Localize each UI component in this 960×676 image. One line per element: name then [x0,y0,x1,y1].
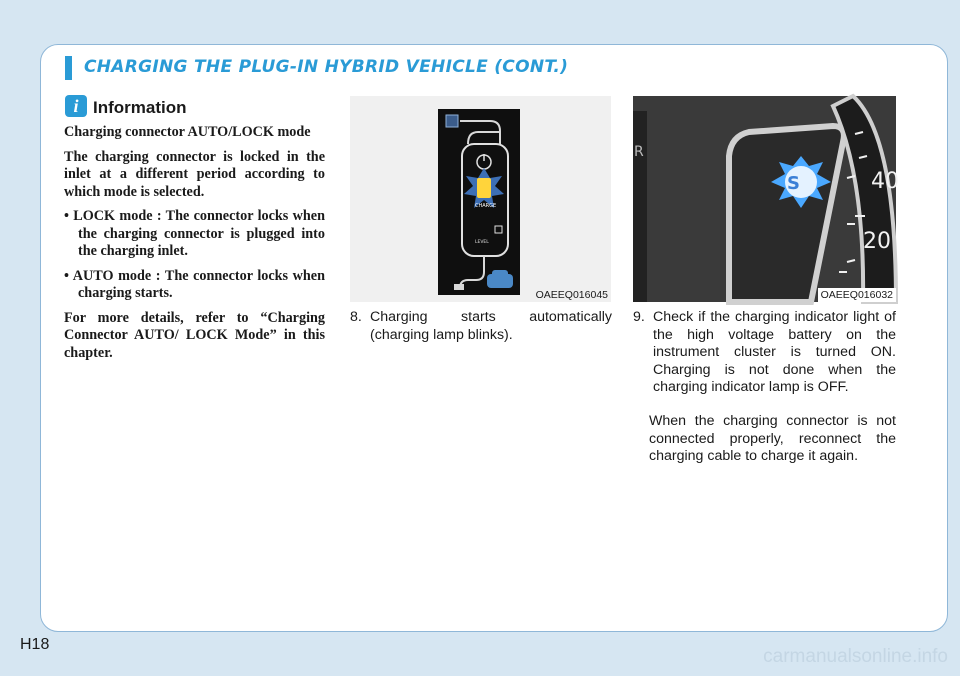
charge-label: CHARGE [475,203,497,209]
ev-indicator-icon: S [787,173,800,194]
step-9 [633,309,896,397]
info-heading: Information [93,98,187,117]
step-text: Charging starts automatically (charging lamp blinks). [370,309,612,343]
gauge-label-40: 40 [871,169,899,194]
figure-code: OAEEQ016045 [535,289,608,301]
title-accent-bar [65,56,72,80]
charging-illustration [350,96,611,302]
gear-letter: R [634,144,644,160]
level-label: LEVEL [475,240,489,245]
figure-code: OAEEQ016032 [818,288,896,302]
page-number: H18 [20,636,50,653]
info-bullet-lock: • LOCK mode : The connector locks when the charging connector is plugged into the charging inlet. [64,208,325,259]
info-paragraph: The charging connector is locked in the inlet at a different period according to which mode is selected. [64,148,325,200]
info-bullet-auto: • AUTO mode : The connector locks when charging starts. [64,267,325,301]
step-number: 8. [350,309,362,325]
info-paragraph: Charging connector AUTO/LOCK mode [64,124,311,140]
step-9-note: When the charging connector is not connected properly, reconnect the charging cable to charge it again. [649,413,896,464]
instrument-cluster-photo [633,96,899,302]
step-8 [350,309,612,344]
step-number: 9. [633,309,645,325]
info-icon: i [65,95,87,117]
watermark: carmanualsonline.info [763,646,948,667]
section-title: CHARGING THE PLUG-IN HYBRID VEHICLE (CONT.) [84,57,569,77]
gauge-label-20: 20 [863,229,891,254]
info-body [64,124,325,369]
cluster-graphic [633,96,899,302]
charging-device-graphic [350,96,611,302]
info-paragraph: For more details, refer to “Charging Connector AUTO/ LOCK Mode” in this chapter. [64,309,325,361]
step-text: Check if the charging indicator light of the high voltage battery on the instrument cluster is turned ON. Charging is not done when the charging indicator lamp is OFF. [653,309,896,395]
